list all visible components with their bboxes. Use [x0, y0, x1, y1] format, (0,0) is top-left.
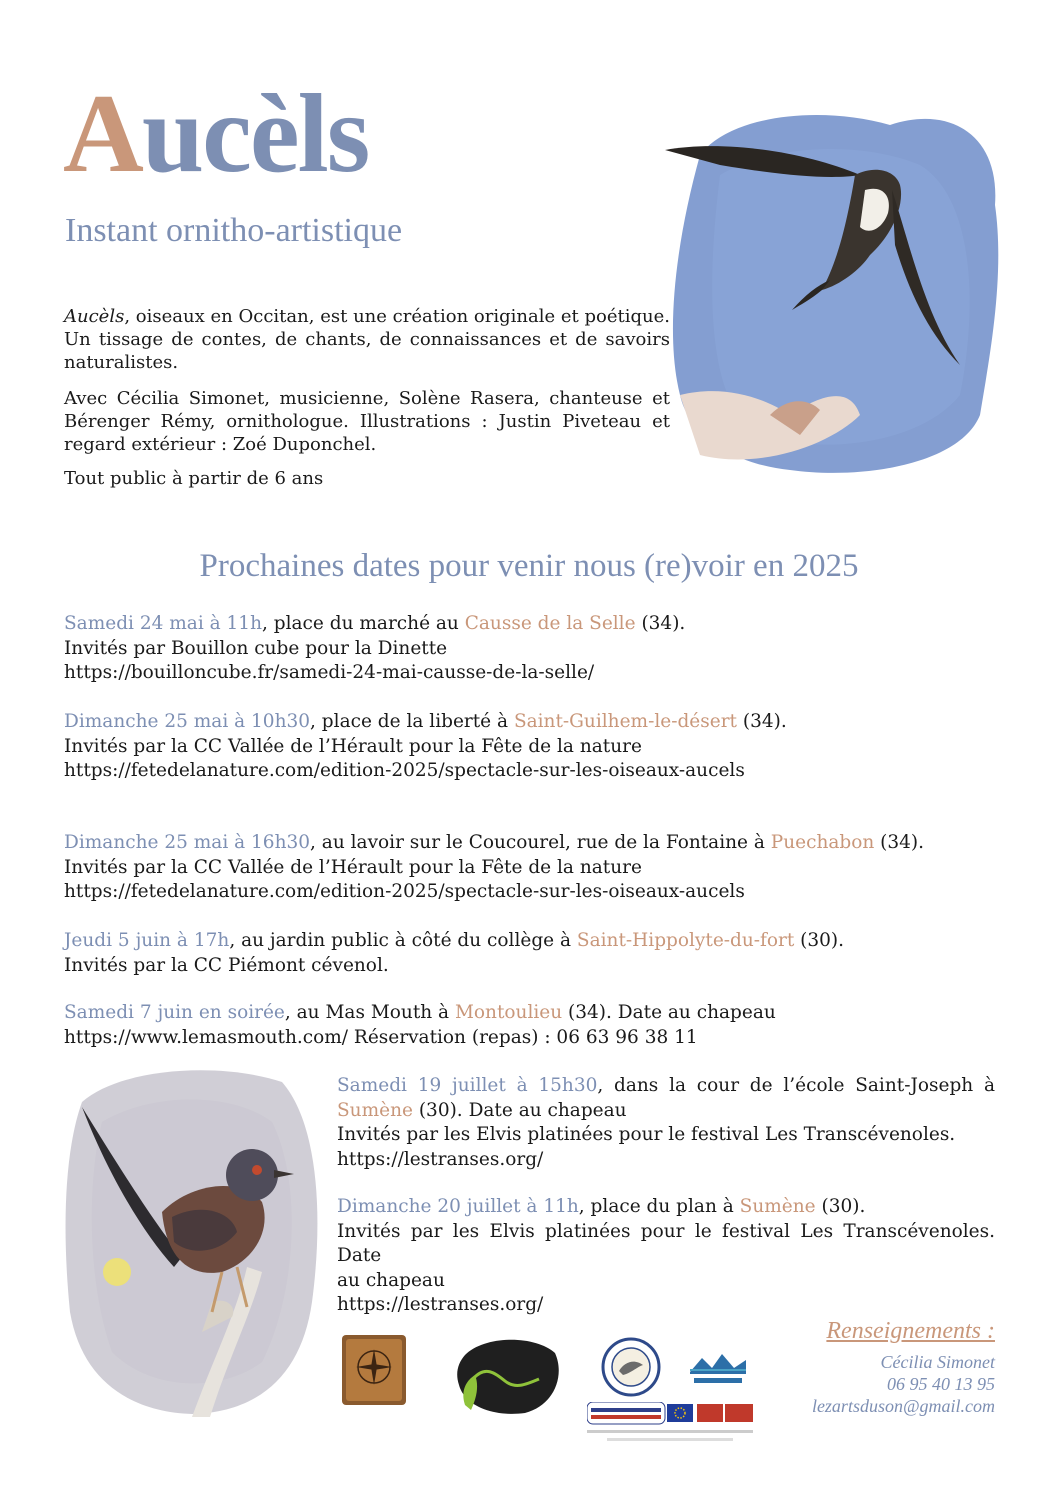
- event-text: , au Mas Mouth à: [284, 1002, 455, 1023]
- title-initial: A: [63, 72, 142, 196]
- event-text: , dans la cour de l’école Saint-Joseph à: [597, 1075, 996, 1096]
- intro-text: , oiseaux en Occitan, est une création originale et poétique. Un tissage de contes, de chants, de connaissances et de savoirs naturalistes.: [64, 306, 670, 373]
- intro-paragraph-1: [64, 305, 670, 374]
- event-place: Saint-Hippolyte-du-fort: [576, 930, 795, 951]
- intro-paragraph-3: Tout public à partir de 6 ans: [64, 468, 324, 489]
- event-date: Samedi 7 juin en soirée: [64, 1002, 285, 1023]
- event-link[interactable]: https://bouilloncube.fr/samedi-24-mai-causse-de-la-selle/: [64, 662, 595, 683]
- event-link[interactable]: https://www.lemasmouth.com/ Réservation (repas) : 06 63 96 38 11: [64, 1026, 698, 1048]
- event-headline: [64, 929, 844, 954]
- lezarts-du-son-logo: [455, 1335, 561, 1417]
- event-date: Samedi 19 juillet à 15h30: [337, 1075, 598, 1096]
- event-headline: [64, 612, 685, 637]
- warbler-illustration: [62, 1062, 324, 1417]
- event-headline-cont: [337, 1099, 995, 1124]
- event-detail: Invités par Bouillon cube pour la Dinette: [64, 637, 448, 659]
- event-item: [64, 1001, 776, 1050]
- event-item: [337, 1195, 995, 1318]
- funding-logos: [587, 1402, 755, 1450]
- event-text: (30).: [815, 1196, 866, 1217]
- event-link[interactable]: https://lestranses.org/: [337, 1148, 544, 1170]
- event-text: (34).: [874, 832, 925, 853]
- event-text: (30). Date au chapeau: [412, 1099, 627, 1121]
- association-seal-logo: [601, 1337, 661, 1397]
- event-place: Puechabon: [770, 832, 875, 853]
- event-item: [64, 710, 787, 784]
- event-text: (34).: [635, 613, 686, 634]
- event-link[interactable]: https://fetedelanature.com/edition-2025/spectacle-sur-les-oiseaux-aucels: [64, 881, 745, 902]
- dates-heading: Prochaines dates pour venir nous (re)voir en 2025: [199, 548, 859, 584]
- event-text: , au jardin public à côté du collège à: [229, 930, 577, 951]
- swift-illustration: [660, 95, 1005, 480]
- event-text: , place du plan à: [578, 1196, 740, 1217]
- event-item: [64, 929, 844, 978]
- page-title: [63, 72, 369, 196]
- event-item: [337, 1074, 995, 1172]
- event-detail: Invités par la CC Piémont cévenol.: [64, 954, 389, 976]
- event-headline: [64, 831, 924, 856]
- event-detail: Invités par les Elvis platinées pour le festival Les Transcévenoles.: [337, 1124, 956, 1145]
- event-text: , au lavoir sur le Coucourel, rue de la Fontaine à: [310, 832, 771, 853]
- contact-name: Cécilia Simonet: [880, 1352, 995, 1372]
- event-item: [64, 831, 924, 905]
- event-headline: [337, 1195, 995, 1220]
- event-place: Sumène: [739, 1196, 816, 1217]
- event-detail: Invités par la CC Vallée de l’Hérault pour la Fête de la nature: [64, 735, 642, 757]
- contact-email[interactable]: lezartsduson@gmail.com: [811, 1396, 995, 1416]
- event-detail: au chapeau: [337, 1269, 445, 1291]
- event-date: Dimanche 20 juillet à 11h: [337, 1196, 579, 1217]
- event-item: [64, 612, 685, 686]
- event-place: Montoulieu: [454, 1002, 563, 1023]
- event-detail: Invités par la CC Vallée de l’Hérault pour la Fête de la nature: [64, 856, 642, 878]
- event-headline: [64, 1001, 776, 1026]
- event-date: Dimanche 25 mai à 10h30: [64, 711, 311, 732]
- event-place: Sumène: [337, 1099, 413, 1121]
- compass-logo: [340, 1333, 408, 1407]
- event-text: (34).: [736, 711, 787, 732]
- intro-paragraph-2: Avec Cécilia Simonet, musicienne, Solène Rasera, chanteuse et Bérenger Rémy, ornithologue. Illustrations : Justin Piveteau et regard extérieur : Zoé Duponchel.: [64, 388, 670, 455]
- event-text: (34). Date au chapeau: [562, 1002, 776, 1023]
- event-date: Samedi 24 mai à 11h: [64, 613, 262, 634]
- event-date: Jeudi 5 juin à 17h: [64, 930, 230, 951]
- event-detail: Invités par les Elvis platinées pour le festival Les Transcévenoles. Date: [337, 1220, 995, 1266]
- event-place: Causse de la Selle: [464, 613, 636, 634]
- contact-phone[interactable]: 06 95 40 13 95: [887, 1374, 995, 1394]
- contact-block: [812, 1318, 995, 1417]
- page-subtitle: Instant ornitho-artistique: [65, 212, 403, 249]
- intro-italic-title: Aucèls: [64, 306, 125, 327]
- event-text: (30).: [794, 930, 845, 951]
- title-rest: ucèls: [141, 72, 369, 196]
- event-text: , place du marché au: [262, 613, 465, 634]
- event-headline: [337, 1074, 995, 1099]
- natura-2000-logo: [688, 1348, 748, 1388]
- event-link[interactable]: https://fetedelanature.com/edition-2025/spectacle-sur-les-oiseaux-aucels: [64, 760, 745, 781]
- event-link[interactable]: https://lestranses.org/: [337, 1294, 544, 1315]
- event-place: Saint-Guilhem-le-désert: [513, 711, 737, 732]
- event-headline: [64, 710, 787, 735]
- event-text: , place de la liberté à: [310, 711, 514, 732]
- event-date: Dimanche 25 mai à 16h30: [64, 832, 311, 853]
- contact-heading: Renseignements :: [826, 1318, 995, 1344]
